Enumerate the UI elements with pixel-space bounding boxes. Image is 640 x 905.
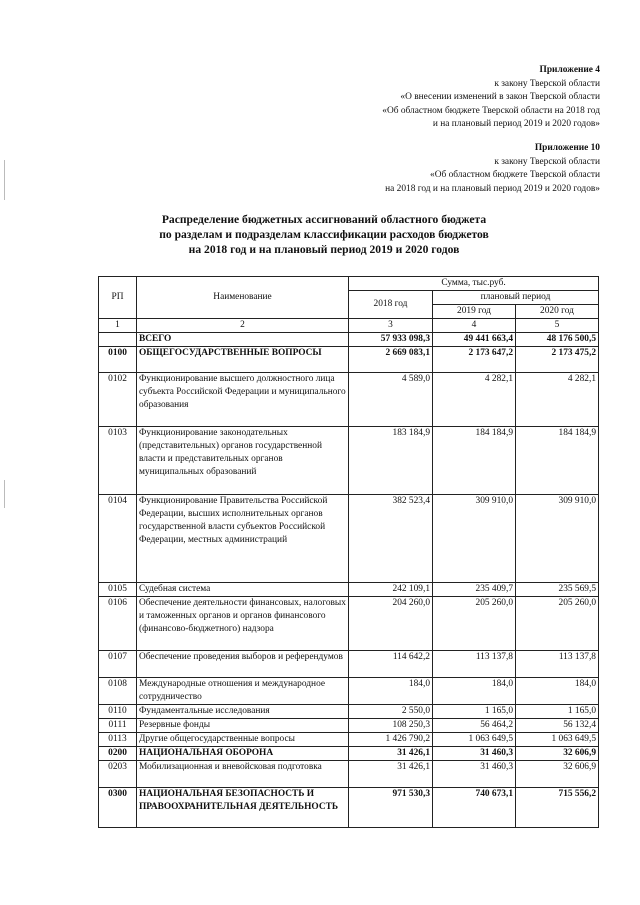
row-value-2020: 235 569,5 (516, 583, 599, 597)
row-value-2019: 740 673,1 (433, 788, 516, 828)
row-value-2019: 1 063 649,5 (433, 733, 516, 747)
row-code: 0111 (99, 719, 137, 733)
row-value-2018: 31 426,1 (349, 747, 433, 761)
row-value-2018: 114 642,2 (349, 651, 433, 678)
row-name: Функционирование Правительства Российской Федерации, высших исполнительных органов государственной власти субъектов Российской Федерации, местных администраций (137, 495, 349, 583)
row-code: 0200 (99, 747, 137, 761)
row-value-2018: 108 250,3 (349, 719, 433, 733)
row-value-2018: 204 260,0 (349, 597, 433, 651)
row-value-2019: 235 409,7 (433, 583, 516, 597)
header-sum: Сумма, тыс.руб. (349, 277, 599, 291)
row-code: 0107 (99, 651, 137, 678)
row-value-2018: 184,0 (349, 678, 433, 705)
row-name: Мобилизационная и вневойсковая подготовка (137, 761, 349, 788)
row-value-2020: 184 184,9 (516, 427, 599, 495)
table-row (99, 761, 599, 788)
row-value-2018: 1 426 790,2 (349, 733, 433, 747)
table-row (99, 427, 599, 495)
row-value-2020: 184,0 (516, 678, 599, 705)
row-value-2020: 4 282,1 (516, 373, 599, 427)
row-code: 0104 (99, 495, 137, 583)
row-name: Резервные фонды (137, 719, 349, 733)
scan-edge-mark (4, 480, 5, 508)
row-value-2019: 4 282,1 (433, 373, 516, 427)
header-2018: 2018 год (349, 291, 433, 319)
scan-edge-mark (4, 160, 5, 200)
row-value-2018: 4 589,0 (349, 373, 433, 427)
row-name: Судебная система (137, 583, 349, 597)
row-value-2019: 205 260,0 (433, 597, 516, 651)
table-row (99, 597, 599, 651)
table-row (99, 495, 599, 583)
table-row (99, 719, 599, 733)
row-value-2019: 49 441 663,4 (433, 333, 516, 347)
row-code: 0103 (99, 427, 137, 495)
row-value-2019: 31 460,3 (433, 761, 516, 788)
row-value-2018: 971 530,3 (349, 788, 433, 828)
table-row (99, 747, 599, 761)
column-number: 1 (99, 319, 137, 333)
column-number: 4 (433, 319, 516, 333)
table-row (99, 373, 599, 427)
row-value-2020: 715 556,2 (516, 788, 599, 828)
row-value-2020: 205 260,0 (516, 597, 599, 651)
row-code: 0105 (99, 583, 137, 597)
table-row (99, 705, 599, 719)
column-number: 3 (349, 319, 433, 333)
row-code: 0106 (99, 597, 137, 651)
document-title (96, 212, 552, 257)
row-value-2020: 1 165,0 (516, 705, 599, 719)
annex-10-title: Приложение 10 (534, 143, 600, 153)
row-value-2020: 48 176 500,5 (516, 333, 599, 347)
row-value-2019: 184,0 (433, 678, 516, 705)
annex-4-line: к закону Тверской области (494, 78, 600, 89)
annex-4-line: «Об областном бюджете Тверской области на 2018 год (382, 105, 600, 116)
row-value-2020: 1 063 649,5 (516, 733, 599, 747)
annex-10-header (385, 142, 600, 196)
table-row (99, 788, 599, 828)
row-value-2019: 2 173 647,2 (433, 347, 516, 373)
row-value-2019: 1 165,0 (433, 705, 516, 719)
header-name: Наименование (137, 277, 349, 319)
row-name: Обеспечение деятельности финансовых, налоговых и таможенных органов и органов финансового (финансово-бюджетного) надзора (137, 597, 349, 651)
row-value-2019: 184 184,9 (433, 427, 516, 495)
row-value-2019: 31 460,3 (433, 747, 516, 761)
row-code: 0100 (99, 347, 137, 373)
annex-4-line: и на плановый период 2019 и 2020 годов» (432, 119, 600, 130)
row-value-2018: 382 523,4 (349, 495, 433, 583)
table-row (99, 678, 599, 705)
title-line: на 2018 год и на плановый период 2019 и 2020 годов (188, 243, 460, 256)
row-value-2019: 113 137,8 (433, 651, 516, 678)
row-name: Функционирование законодательных (представительных) органов государственной власти и представительных органов муниципальных образований (137, 427, 349, 495)
row-name: НАЦИОНАЛЬНАЯ БЕЗОПАСНОСТЬ И ПРАВООХРАНИТЕЛЬНАЯ ДЕЯТЕЛЬНОСТЬ (137, 788, 349, 828)
annex-10-line: на 2018 год и на плановый период 2019 и 2020 годов» (385, 183, 600, 194)
row-code: 0113 (99, 733, 137, 747)
header-2019: 2019 год (433, 305, 516, 319)
row-name: Другие общегосударственные вопросы (137, 733, 349, 747)
row-name: ОБЩЕГОСУДАРСТВЕННЫЕ ВОПРОСЫ (137, 347, 349, 373)
row-code: 0300 (99, 788, 137, 828)
table-body (99, 333, 599, 828)
row-value-2018: 2 550,0 (349, 705, 433, 719)
row-value-2020: 32 606,9 (516, 747, 599, 761)
row-code (99, 333, 137, 347)
row-value-2019: 56 464,2 (433, 719, 516, 733)
row-value-2018: 183 184,9 (349, 427, 433, 495)
row-value-2020: 309 910,0 (516, 495, 599, 583)
row-code: 0110 (99, 705, 137, 719)
budget-table (98, 276, 599, 828)
annex-10-line: к закону Тверской области (494, 156, 600, 167)
header-2020: 2020 год (516, 305, 599, 319)
annex-10-line: «Об областном бюджете Тверской области (430, 170, 600, 181)
row-code: 0203 (99, 761, 137, 788)
annex-4-title: Приложение 4 (539, 65, 600, 75)
table-row (99, 651, 599, 678)
row-value-2020: 56 132,4 (516, 719, 599, 733)
row-value-2020: 32 606,9 (516, 761, 599, 788)
header-plan-period: плановый период (433, 291, 599, 305)
table-row (99, 733, 599, 747)
table-row (99, 347, 599, 373)
row-name: Функционирование высшего должностного лица субъекта Российской Федерации и муниципального образования (137, 373, 349, 427)
row-value-2018: 31 426,1 (349, 761, 433, 788)
title-line: Распределение бюджетных ассигнований областного бюджета (161, 213, 487, 226)
row-value-2018: 57 933 098,3 (349, 333, 433, 347)
row-name: Международные отношения и международное сотрудничество (137, 678, 349, 705)
table-row (99, 583, 599, 597)
title-line: по разделам и подразделам классификации расходов бюджетов (159, 228, 489, 241)
header-rp: РП (99, 277, 137, 319)
row-value-2020: 113 137,8 (516, 651, 599, 678)
column-number: 2 (137, 319, 349, 333)
table-row (99, 333, 599, 347)
row-name: ВСЕГО (137, 333, 349, 347)
column-number: 5 (516, 319, 599, 333)
row-value-2018: 242 109,1 (349, 583, 433, 597)
row-value-2020: 2 173 475,2 (516, 347, 599, 373)
annex-4-line: «О внесении изменений в закон Тверской области (400, 92, 600, 103)
annex-4-header (382, 64, 600, 132)
row-code: 0102 (99, 373, 137, 427)
row-code: 0108 (99, 678, 137, 705)
row-name: Фундаментальные исследования (137, 705, 349, 719)
row-value-2019: 309 910,0 (433, 495, 516, 583)
row-name: Обеспечение проведения выборов и референдумов (137, 651, 349, 678)
row-value-2018: 2 669 083,1 (349, 347, 433, 373)
row-name: НАЦИОНАЛЬНАЯ ОБОРОНА (137, 747, 349, 761)
